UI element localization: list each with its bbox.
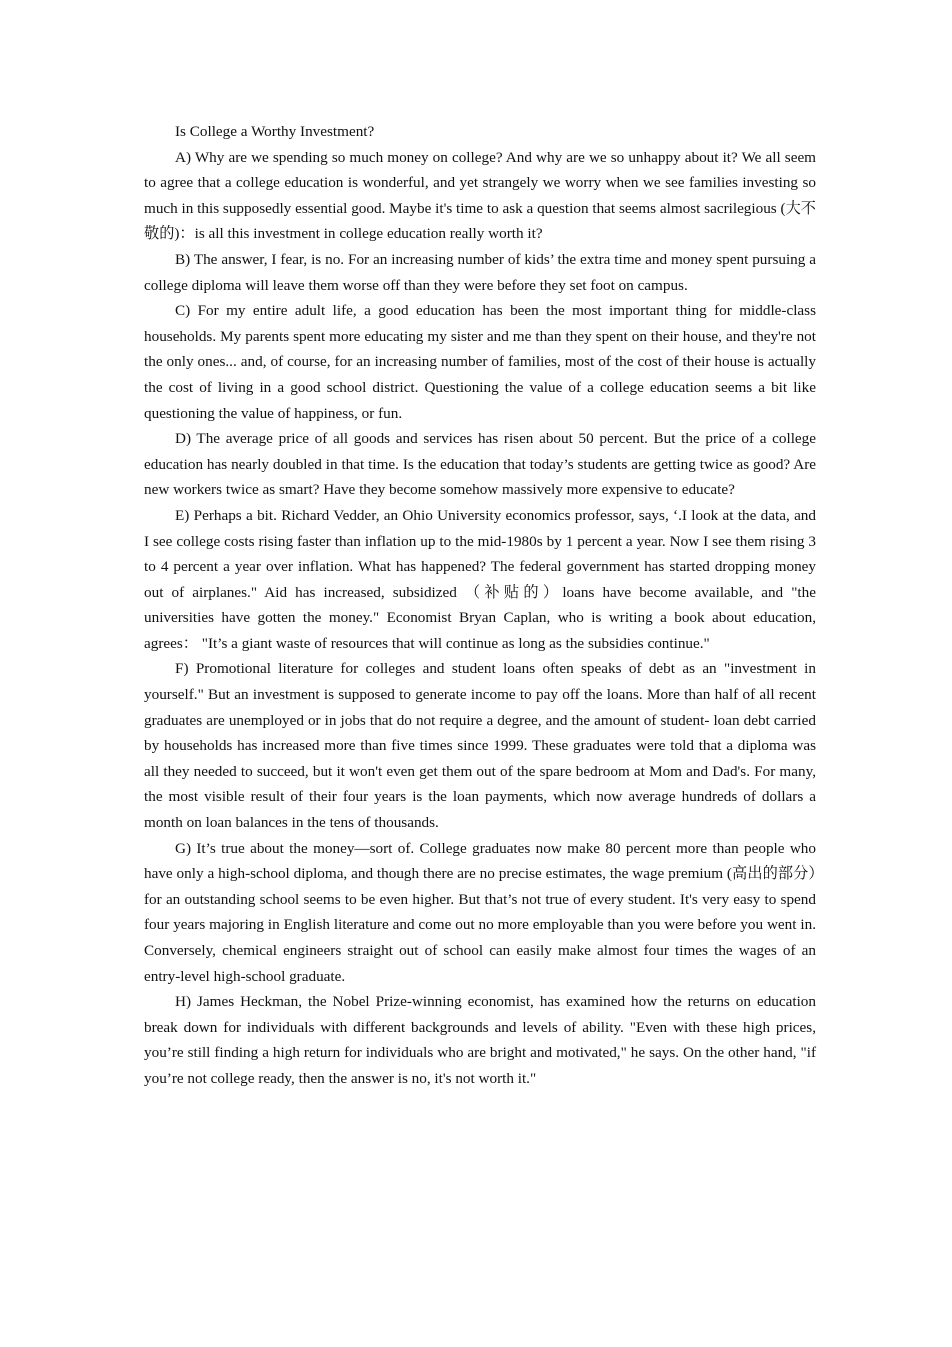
paragraph-g: G) It’s true about the money—sort of. College graduates now make 80 percent more than people who have only a high-school diploma, and though there are no precise estimates, the wage premium (高出的部分）for an outstanding school seems to be even higher. But that’s not true of every student. It's very easy to spend four years majoring in English literature and come out no more employable than you were before you went in. Conversely, chemical engineers straight out of school can easily make almost four times the wages of an entry-level high-school graduate. [144,839,816,985]
paragraph-a: A) Why are we spending so much money on college? And why are we so unhappy about it? We all seem to agree that a college education is wonderful, and yet strangely we worry when we see families investing so much in this supposedly essential good. Maybe it's time to ask a question that seems almost sacrilegious (大不敬的)：is all this investment in college education really worth it? [144,148,816,243]
paragraph-d: D) The average price of all goods and services has risen about 50 percent. But the price of a college education has nearly doubled in that time. Is the education that today’s students are getting twice as good? Are new workers twice as smart? Have they become somehow massively more expensive to educate? [144,430,816,499]
paragraph-f: F) Promotional literature for colleges and student loans often speaks of debt as an "investment in yourself." But an investment is supposed to generate income to pay off the loans. More than half of all recent graduates are unemployed or in jobs that do not require a degree, and the amount of student- loan debt carried by households has increased more than five times since 1999. These graduates were told that a diploma was all they needed to succeed, but it won't even get them out of the spare bedroom at Mom and Dad's. For many, the most visible result of their four years is the loan payments, which now average hundreds of dollars a month on loan balances in the tens of thousands. [144,660,816,832]
document-page [144,119,816,1092]
document-title: Is College a Worthy Investment? [175,123,375,140]
paragraph-b: B) The answer, I fear, is no. For an increasing number of kids’ the extra time and money spent pursuing a college diploma will leave them worse off than they were before they set foot on campus. [144,250,816,294]
paragraph-c: C) For my entire adult life, a good education has been the most important thing for middle-class households. My parents spent more educating my sister and me than they spent on their house, and they're not the only ones... and, of course, for an increasing number of families, most of the cost of their house is actually the cost of living in a good school district. Questioning the value of a college education seems a bit like questioning the value of happiness, or fun. [144,302,816,422]
paragraph-h: H) James Heckman, the Nobel Prize-winning economist, has examined how the returns on education break down for individuals with different backgrounds and levels of ability. "Even with these high prices, you’re still finding a high return for individuals who are bright and motivated," he says. On the other hand, "if you’re not college ready, then the answer is no, it's not worth it." [144,993,816,1087]
paragraph-e: E) Perhaps a bit. Richard Vedder, an Ohio University economics professor, says, ‘.I look at the data, and I see college costs rising faster than inflation up to the mid-1980s by 1 percent a year. Now I see them rising 3 to 4 percent a year over inflation. What has happened? The federal government has started dropping money out of airplanes." Aid has increased, subsidized （补贴的）loans have become available, and "the universities have gotten the money." Economist Bryan Caplan, who is writing a book about education, agrees： "It’s a giant waste of resources that will continue as long as the subsidies continue." [144,506,816,652]
